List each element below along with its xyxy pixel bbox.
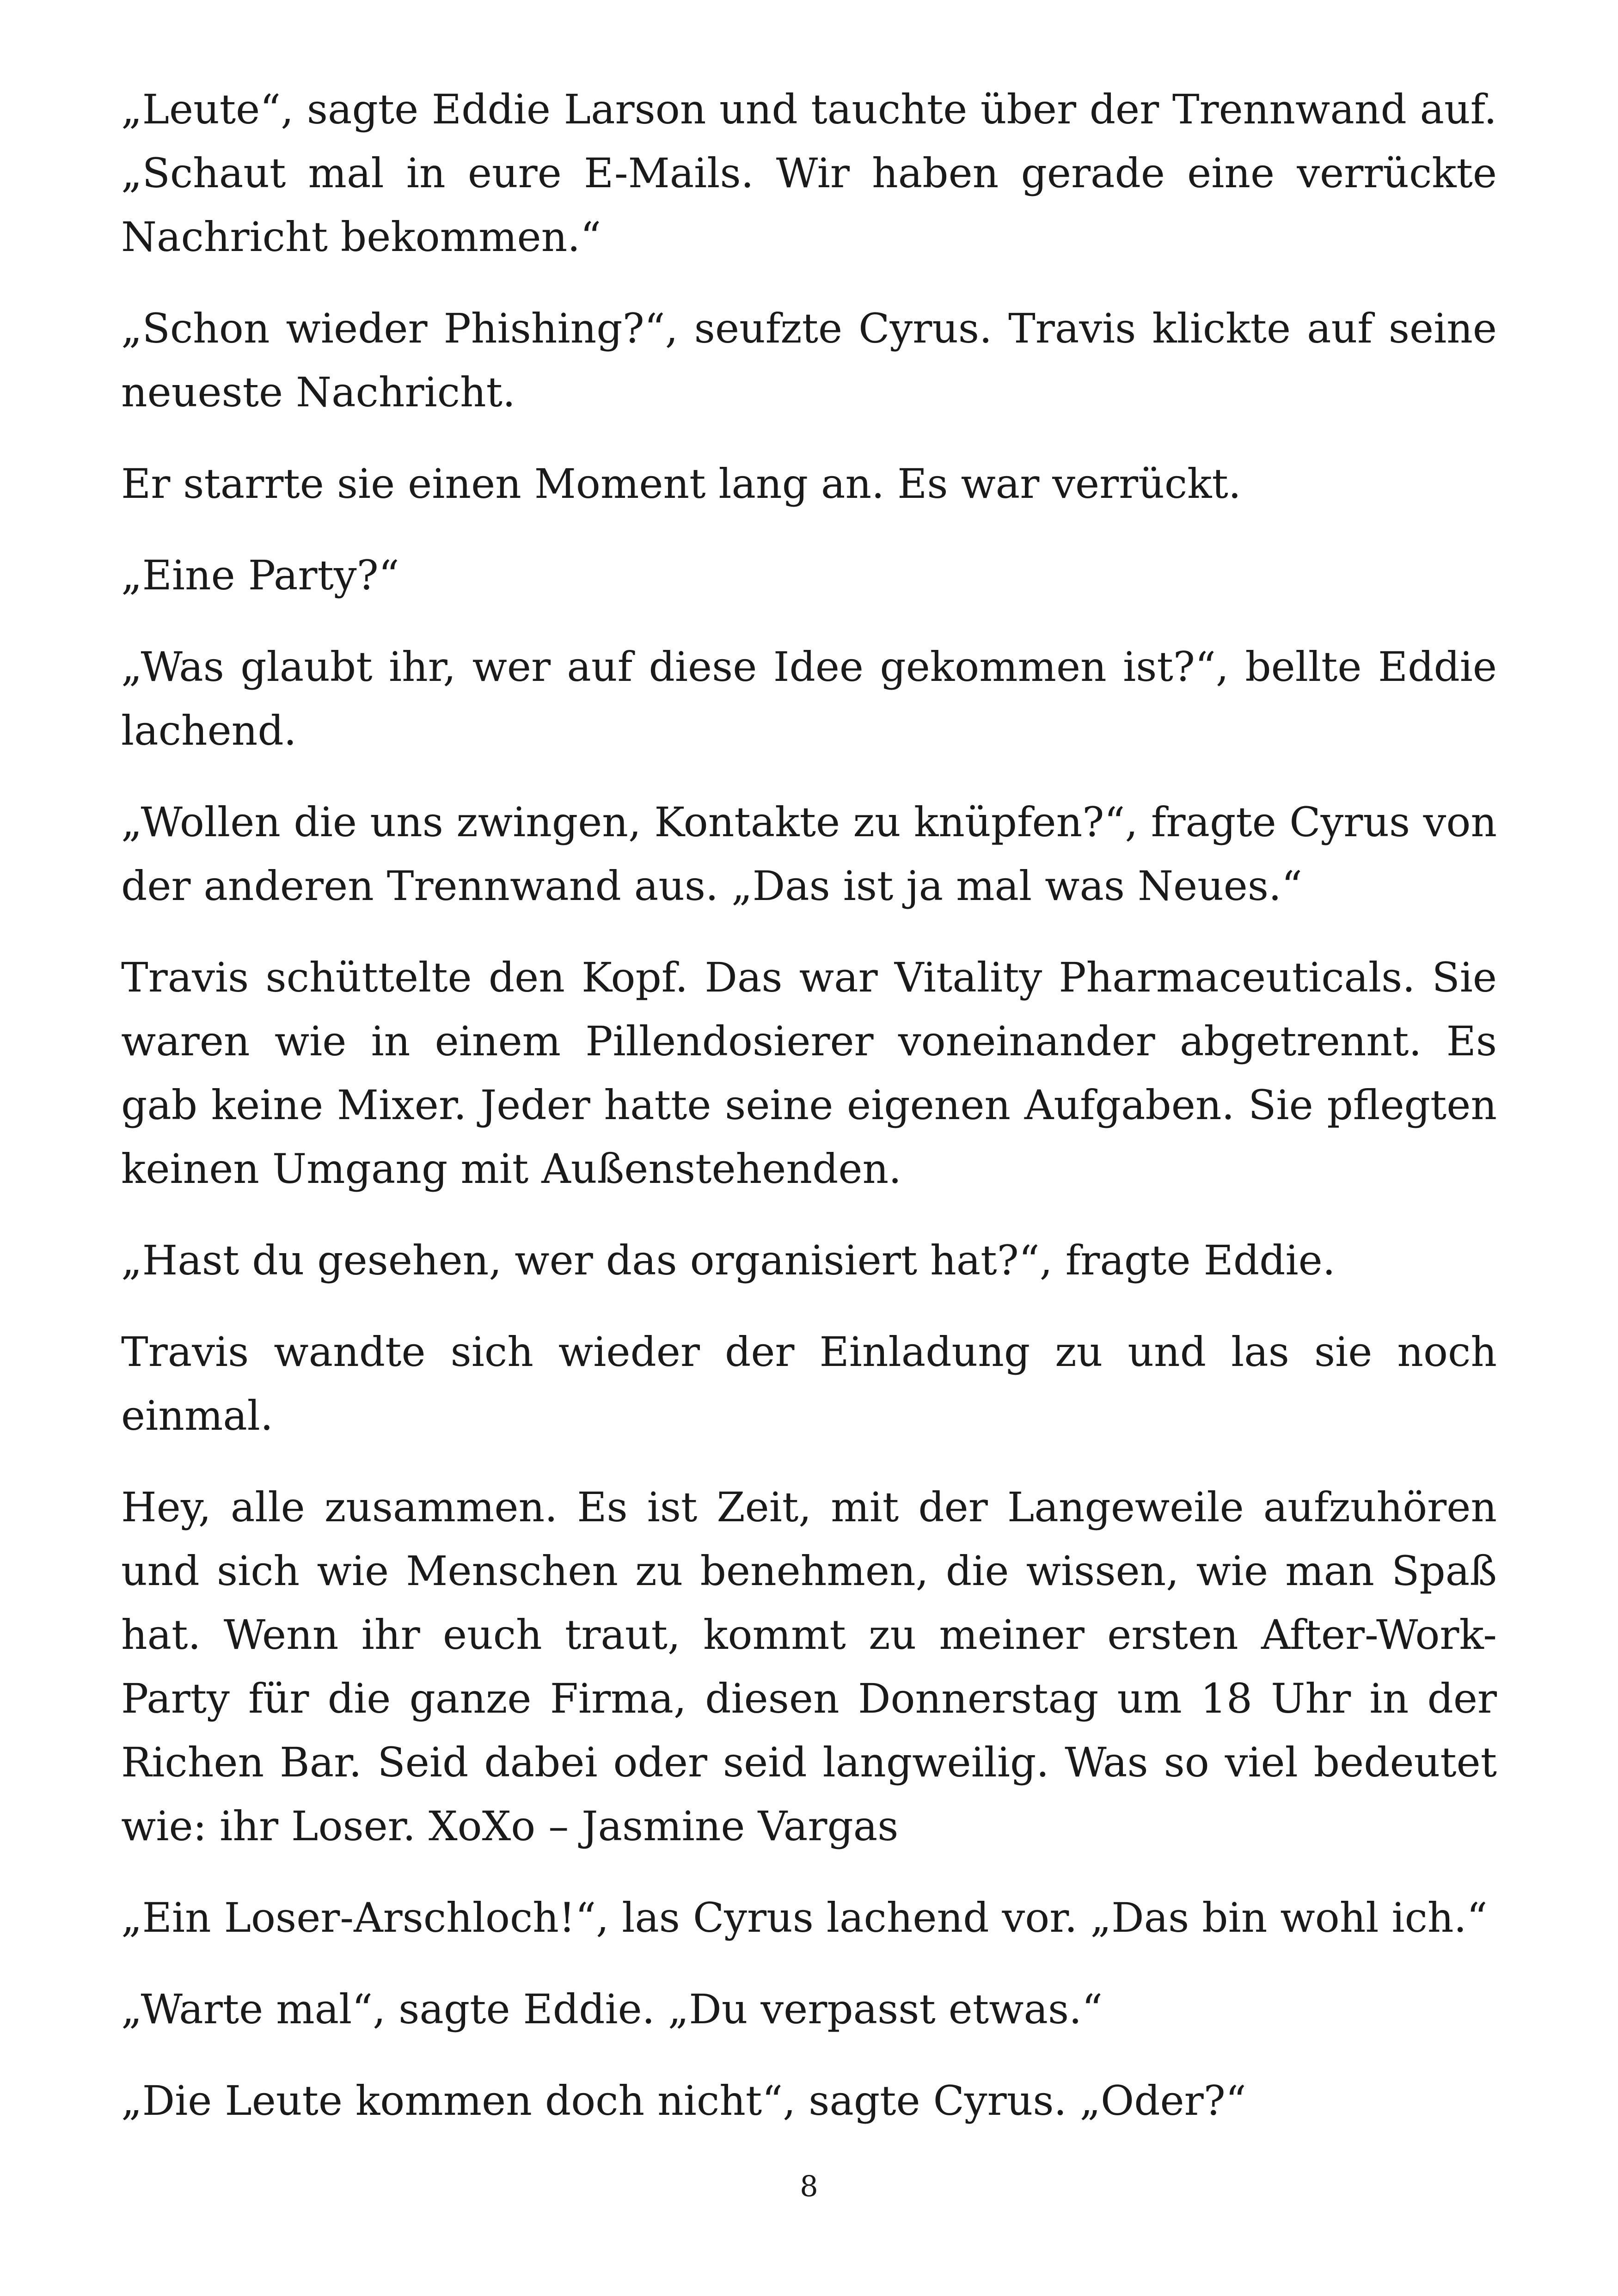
paragraph: Travis wandte sich wieder der Einladung zu und las sie noch einmal. — [121, 1328, 1497, 1439]
paragraph: „Wollen die uns zwingen, Kontakte zu knüpfen?“, fragte Cyrus von der anderen Trennwand aus. „Das ist ja mal was Neues.“ — [121, 798, 1497, 910]
paragraph: „Leute“, sagte Eddie Larson und tauchte über der Trennwand auf. „Schaut mal in eure E-Mails. Wir haben gerade eine verrückte Nachricht bekommen.“ — [121, 86, 1497, 261]
invitation-paragraph: Hey, alle zusammen. Es ist Zeit, mit der Langeweile aufzuhören und sich wie Menschen zu benehmen, die wissen, wie man Spaß hat. Wenn ihr euch traut, kommt zu meiner ersten After-Work-Party für die ganze Firma, diesen Donnerstag um 18 Uhr in der Richen Bar. Seid dabei oder seid langweilig. Was so viel bedeutet wie: ihr Loser. XoXo – Jasmine Vargas — [121, 1483, 1497, 1850]
paragraph: „Schon wieder Phishing?“, seufzte Cyrus. Travis klickte auf seine neueste Nachricht. — [121, 305, 1497, 416]
paragraph: „Was glaubt ihr, wer auf diese Idee gekommen ist?“, bellte Eddie lachend. — [121, 643, 1497, 754]
paragraph: „Die Leute kommen doch nicht“, sagte Cyrus. „Oder?“ — [121, 2077, 1246, 2125]
page-number: 8 — [800, 2169, 818, 2203]
paragraph: „Eine Party?“ — [121, 551, 399, 599]
paragraph: Travis schüttelte den Kopf. Das war Vitality Pharmaceuticals. Sie waren wie in einem Pillendosierer voneinander abgetrennt. Es gab keine Mixer. Jeder hatte seine eigenen Aufgaben. Sie pflegten keinen Umgang mit Außenstehenden. — [121, 954, 1497, 1193]
paragraph: „Hast du gesehen, wer das organisiert hat?“, fragte Eddie. — [121, 1237, 1336, 1284]
paragraph: Er starrte sie einen Moment lang an. Es war verrückt. — [121, 460, 1241, 508]
paragraph: „Ein Loser-Arschloch!“, las Cyrus lachend vor. „Das bin wohl ich.“ — [121, 1894, 1488, 1941]
body-text — [121, 78, 1497, 2161]
paragraph: „Warte mal“, sagte Eddie. „Du verpasst etwas.“ — [121, 1985, 1103, 2033]
